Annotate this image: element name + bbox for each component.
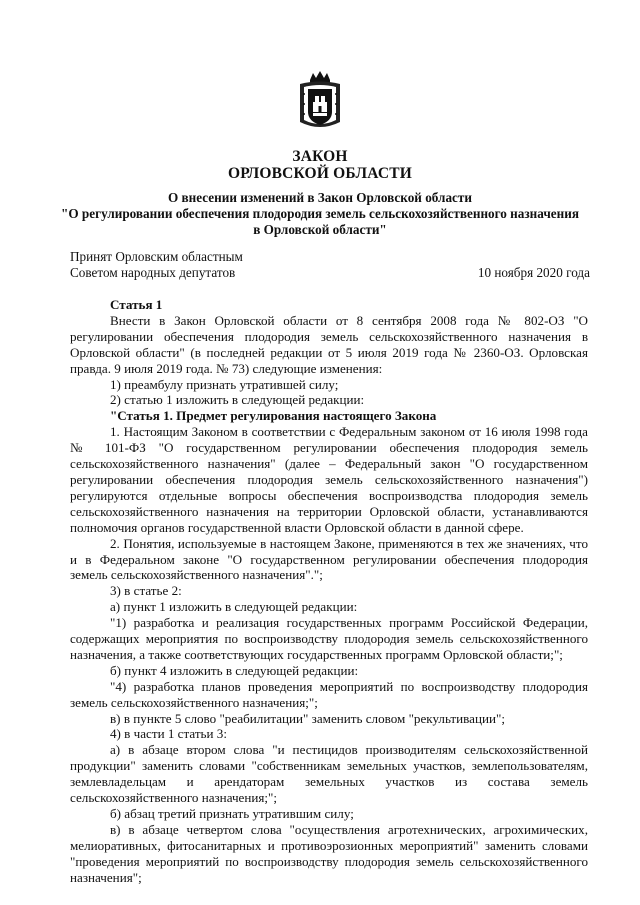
article-heading: Статья 1 (110, 297, 163, 312)
article-paragraph: Внести в Закон Орловской области от 8 сентября 2008 года № 802-ОЗ "О регулировании обеспечения плодородия земель сельскохозяйственного назначения в Орловской области" (в последней редакции от 5 июля 2019 года № 2360-ОЗ. Орловская правда. 9 июля 2019 года. № 73) следующие изменения: (70, 312, 588, 376)
adoption-line: Советом народных депутатов (70, 265, 236, 280)
article-paragraph: 1) преамбулу признать утратившей силу; (110, 376, 339, 392)
article-paragraph: а) в абзаце втором слова "и пестицидов производителям сельскохозяйственной продукции" заменить словами "собственникам земельных участков, землепользователям, землевладельцам и арендаторам земельных участков из состава земель сельскохозяйственного назначения;"; (70, 742, 588, 806)
article-paragraph: 4) в части 1 статьи 3: (110, 726, 227, 742)
article-paragraph: в) в пункте 5 слово "реабилитации" заменить словом "рекультивации"; (110, 710, 505, 726)
article-paragraph: а) пункт 1 изложить в следующей редакции: (110, 599, 358, 615)
article-paragraph: "4) разработка планов проведения мероприятий по воспроизводству плодородия земель сельскохозяйственного назначения;"; (70, 678, 588, 710)
article-subheading: "Статья 1. Предмет регулирования настоящего Закона (110, 408, 437, 424)
adoption-line: Принят Орловским областным (70, 249, 243, 264)
article-paragraph: 2) статью 1 изложить в следующей редакции: (110, 392, 365, 408)
region-title: ОРЛОВСКОЙ ОБЛАСТИ (227, 165, 413, 182)
subtitle-line: в Орловской области" (253, 222, 387, 237)
article-paragraph: "1) разработка и реализация государственных программ Российской Федерации, содержащих мероприятия по воспроизводству плодородия земель сельскохозяйственного назначения, а также соответствующих государственных программ Орловской области;"; (70, 615, 588, 662)
article-paragraph: 2. Понятия, используемые в настоящем Законе, применяются в тех же значениях, что и в Федеральном законе "О государственном регулировании обеспечения плодородия земель сельскохозяйственного назначения"."; (70, 535, 588, 583)
coat-of-arms-icon (296, 70, 344, 132)
article-paragraph: б) абзац третий признать утратившим силу; (110, 806, 354, 821)
subtitle-line: "О регулировании обеспечения плодородия земель сельскохозяйственного назначения (61, 206, 579, 221)
adoption-date: 10 ноября 2020 года (477, 265, 590, 280)
coat-of-arms-emblem (296, 70, 344, 132)
article-paragraph: б) пункт 4 изложить в следующей редакции: (110, 662, 359, 678)
subtitle-line: О внесении изменений в Закон Орловской области (168, 190, 472, 205)
article-body (70, 297, 588, 886)
law-title: ЗАКОН (292, 148, 348, 165)
article-paragraph: в) в абзаце четвертом слова "осуществления агротехнических, агрохимических, мелиоративных, фитосанитарных и противоэрозионных мероприятий" заменить словами "проведения мероприятий по воспроизводству плодородия земель сельскохозяйственного назначения"; (70, 821, 588, 885)
article-paragraph: 3) в статье 2: (110, 583, 182, 599)
article-paragraph: 1. Настоящим Законом в соответствии с Федеральным законом от 16 июля 1998 года № 101-ФЗ "О государственном регулировании обеспечения плодородия земель сельскохозяйственного назначения" (далее – Федеральный закон "О государственном регулировании обеспечения плодородия земель сельскохозяйственного назначения") регулируются отдельные вопросы обеспечения воспроизводства плодородия земель сельскохозяйственного назначения на территории Орловской области, устанавливаются полномочия органов государственной власти Орловской области в данной сфере. (70, 424, 588, 535)
law-subtitle (60, 190, 580, 238)
